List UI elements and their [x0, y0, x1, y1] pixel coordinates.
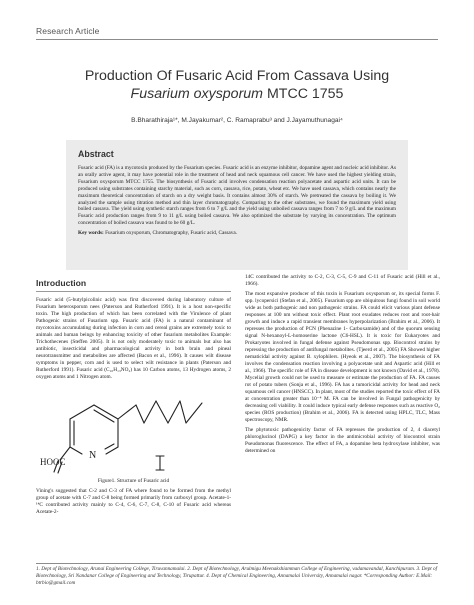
title-strain: MTCC 1755: [263, 86, 344, 102]
title-species: Fusarium oxysporum: [130, 86, 264, 102]
introduction-paragraph-2: Vining's suggested that C-2 and C-3 of FA where found to be formed from the methyl group of acetate with C-7 and C-8 being formed primarily from carboxyl group. Acetate-1-¹⁴C contributed activity mainly to C-4, C-6, C-7, C-8, C-10 of Fusaric acid whereas Acetate-2-: [36, 488, 231, 515]
keywords: [78, 230, 396, 237]
article-title: [40, 67, 434, 103]
footer-divider: [36, 563, 438, 564]
carboxyl-group-label: HOOC: [40, 457, 66, 467]
fusaric-acid-structure-drawing: [36, 384, 231, 477]
left-column: [36, 274, 231, 519]
affiliations-footer: 1. Dept of Biotechnology, Arunai Engineering College, Tiruvannamalai. 2. Dept of Biotechnology, Arulmigu Meenakshiamman College of Engineering, vadamavandal, Kanchipuram. 3. Dept of Biotechnology, Sri Nandanar College of Engineering and Technology, Tirupattur. 4. Dept of Chemical Engineering, Annamalai University, Annamalai nagar. *Corresponding Author: E.Mail: btrbio@gmail.com: [36, 566, 438, 586]
title-line-1: Production Of Fusaric Acid From Cassava Using: [84, 68, 390, 84]
introduction-divider: [36, 291, 231, 292]
title-line-2: [40, 85, 434, 103]
right-paragraph-2: The most expansive producer of this toxin is Fusarium oxysporum or, its special forms F. spp. lycopersici (Stefan et al., 2005). Fusarium spp are ubiquitous fungi found in soil world wide as both pathogenic and non pathogenic strains. FA could elicit various plant defense responses at 100 nm without toxic effect. Plant root exudates reduces root and root-hair growth and induce a rapid transient membranes hyperpolarization (Brahim et al., 2006). It represses the production of PCN (Phenazine 1- Carboxamide) and of the quorum sensing signal N-hexanoyl-L-homoserine lactone (C6-HSL). It is toxic for Eukaryotes and Prokaryotes involved in fungal defense against Pseudomonas spp. Biocontrol strains by repressing the production of antifungal metabolites. (Tjeerd et al., 2005) FA Showed higher nematicidal activity against B. xylophilers. (Hyeok et al., 2007). The biosynthesis of FA involves the condensation reaction involving a polyacetate unit and Aspartic acid (Hill et al., 1966). The specific role of FA in disease development is not known (David et al., 1978). Mycelial growth could not be used to measure or estimate the production of FA. FA causes rot of potato tubers (Sonja et al., 1996). FA has a tumoricidal activity for head and neck squamous cell cancer (HNSCC). In plant, most of the studies reported the toxic effect of FA at concentration greater than 10⁻⁴ M. FA can be involved in Fungal pathogenicity by decreasing cell viability. It could induce typical early defense responses such as reactive O₂ species (ROS production) (Brahim et al., 2006). FA is detected using HPLC, TLC, Mass spectroscopy, NMR.: [245, 291, 440, 423]
right-paragraph-1: 14C contributed the activity to C-2, C-3, C-5, C-9 and C-11 of Fusaric acid (Hill et al., 1966).: [245, 274, 440, 287]
introduction-paragraph-1: Fusaric acid (5-butylpicolinic acid) was first discovered during laboratory culture of Fusarium heterosporum nees (Paterson and Rutherford 1991). It is a host non-specific toxin. The high production of which has been correlated with the Virulence of plant Pathogenic strains of Fusarium spp. Fusaric acid (FA) is a natural contaminant of mycotoxins accumulating during infection in corn and cereal grains are extremely toxic to animals and human beings by enhancing toxicity of other fusarium metabolites Example: Trichothecenes (Steffen 2005). It is not only moderately toxic to animals but also has antibiotic, insecticidal and pharmacological activity in both brain and pineal neurotransmitter and metabolites are affected (Bacon et al., 1996). It causes wilt disease symptoms in pepper, corn and is used to select wilt resistance in plants (Paterson and Rutherford 1991). Fusaric acid (C₁₀H₁₃NO₂) has 10 Carbon atoms, 13 Hydrogen atoms, 2 oxygen atoms and 1 Nitrogen atom.: [36, 297, 231, 380]
keywords-text: Fusarium oxysporum, Chromatography, Fusaric acid, Cassava.: [103, 230, 238, 237]
right-paragraph-3: The phytotoxic pathogenicity factor of FA represses the production of 2, 4 diacetyl phloroglucinol (DAPG) a key factor in the antimicrobial activity of biocontrol strain Pseudomonas fluorescence. The effect of FA, a dopamine beta hydroxylase inhibiter, was determined on: [245, 427, 440, 454]
right-column: [245, 274, 440, 458]
introduction-heading: Introduction: [36, 278, 87, 288]
header-divider: [36, 39, 438, 40]
abstract-box: [66, 140, 408, 270]
keywords-label: Key words:: [78, 230, 104, 237]
abstract-heading: Abstract: [78, 149, 114, 159]
nitrogen-atom-label: N: [89, 450, 97, 461]
author-list: B.Bharathiraja¹*, M.Jayakumar², C. Ramaprabu³ and J.Jayamuthunagai⁴: [131, 117, 343, 124]
abstract-text: Fusaric acid (FA) is a mycotoxin produced by the Fusarium species. Fusaric acid is an enzyme inhibitor, dopamine agent and nucleic acid inhibitor. As an orally active agent, it may have potential role in the treatment of head and neck squamous cell cancer. We have used the highest yielding strain, Fusarium oxysporum MTCC 1755. The biosynthesis of Fusaric acid involves condensation reaction polyacetate and aspartic acid units. It can be produced using substrates containing starchy material, such as corn, cassava, rice, potato, wheat etc. We have used cassava, which contains nearly the maximum theoretical concentration of starch on a dry weight basis. It contains almost 30% of starch. We pretreated the cassava by boiling it. We analyzed the sample using titration method and thin layer chromatography. Comparing to the other substrates, we found the maximum yield using boiled cassava. The yield using synthetic starch ranges from 6 to 7 g/L and the yield using unboiled cassava ranges from 7 to 9 g/L and the maximum Fusaric acid production ranges from 9 to 11 g/L using boiled cassava. We also optimized the substrate by varying its concentration. The optimum concentration of boiled cassava was found to be 60 g/L.: [78, 165, 396, 227]
section-label: Research Article: [36, 26, 100, 36]
fusaric-acid-structure-figure: [36, 384, 231, 477]
figure-caption: Figure1. Structure of Fusaric acid: [97, 478, 170, 484]
